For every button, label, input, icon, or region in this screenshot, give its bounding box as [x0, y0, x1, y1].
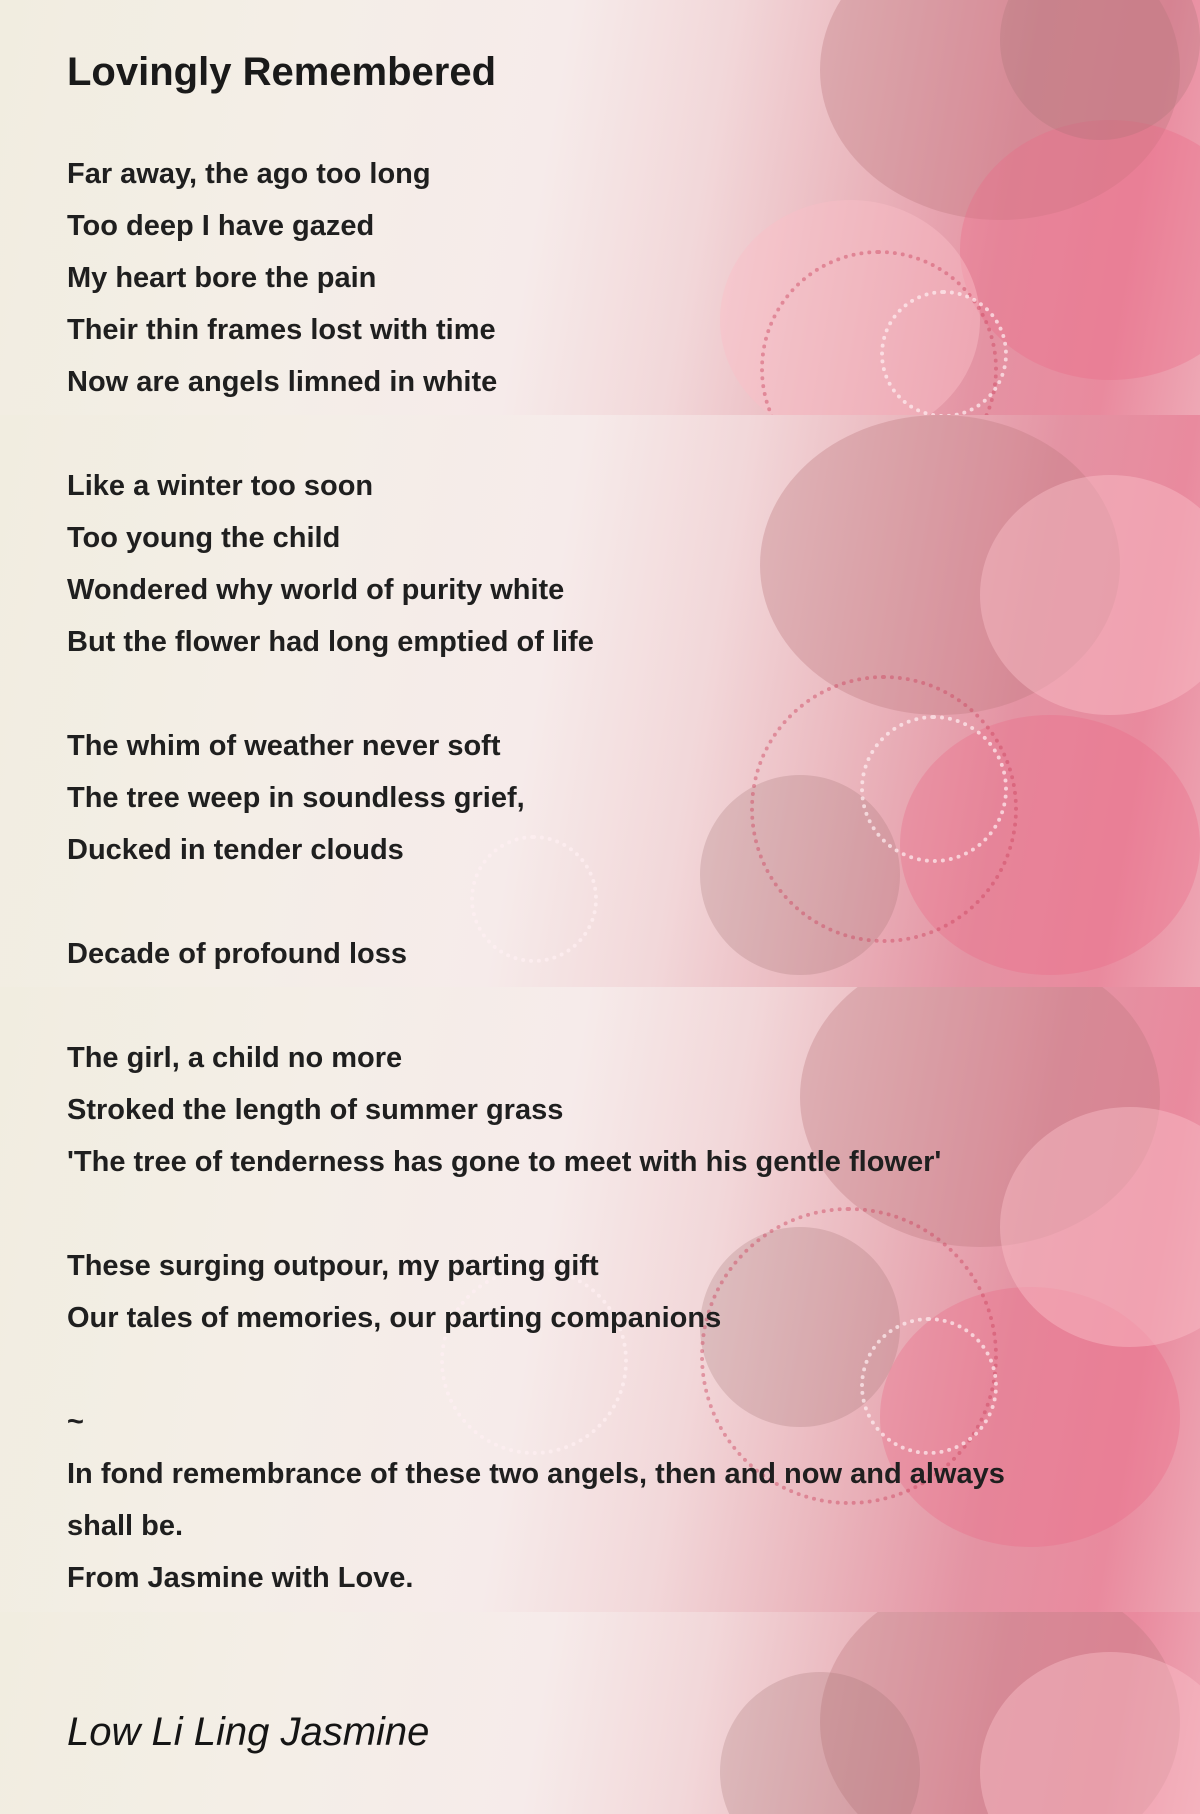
poem-line: Like a winter too soon [67, 470, 374, 502]
poem-line: Stroked the length of summer grass [67, 1094, 564, 1126]
poem-line: The whim of weather never soft [67, 730, 501, 762]
poem-line: Too deep I have gazed [67, 210, 375, 242]
poem-line: My heart bore the pain [67, 262, 377, 294]
stanza-break [67, 1344, 1147, 1396]
poem-line: The girl, a child no more [67, 1042, 403, 1074]
stanza-break [67, 1188, 1147, 1240]
poem-line: Ducked in tender clouds [67, 834, 404, 866]
poem-line: The tree weep in soundless grief, [67, 782, 525, 814]
poem-line: From Jasmine with Love. [67, 1562, 414, 1594]
poem-title: Lovingly Remembered [67, 50, 497, 94]
poem-body [67, 148, 1147, 1604]
poem-line: But the flower had long emptied of life [67, 626, 594, 658]
poem-line: ~ [67, 1406, 84, 1438]
poem-line: These surging outpour, my parting gift [67, 1250, 599, 1282]
poem-line: Our tales of memories, our parting companions [67, 1302, 722, 1334]
poem-line: Too young the child [67, 522, 341, 554]
poem-line: Wondered why world of purity white [67, 574, 565, 606]
poem-line: Their thin frames lost with time [67, 314, 496, 346]
stanza-break [67, 876, 1147, 928]
stanza-break [67, 980, 1147, 1032]
poem-line: In fond remembrance of these two angels, then and now and always [67, 1458, 1005, 1490]
poem-author: Low Li Ling Jasmine [67, 1710, 430, 1754]
poem-line: shall be. [67, 1510, 184, 1542]
poem-line: 'The tree of tenderness has gone to meet with his gentle flower' [67, 1146, 942, 1178]
stanza-break [67, 668, 1147, 720]
poem-line: Far away, the ago too long [67, 158, 431, 190]
poem-line: Decade of profound loss [67, 938, 407, 970]
stanza-break [67, 408, 1147, 460]
poem-line: Now are angels limned in white [67, 366, 498, 398]
